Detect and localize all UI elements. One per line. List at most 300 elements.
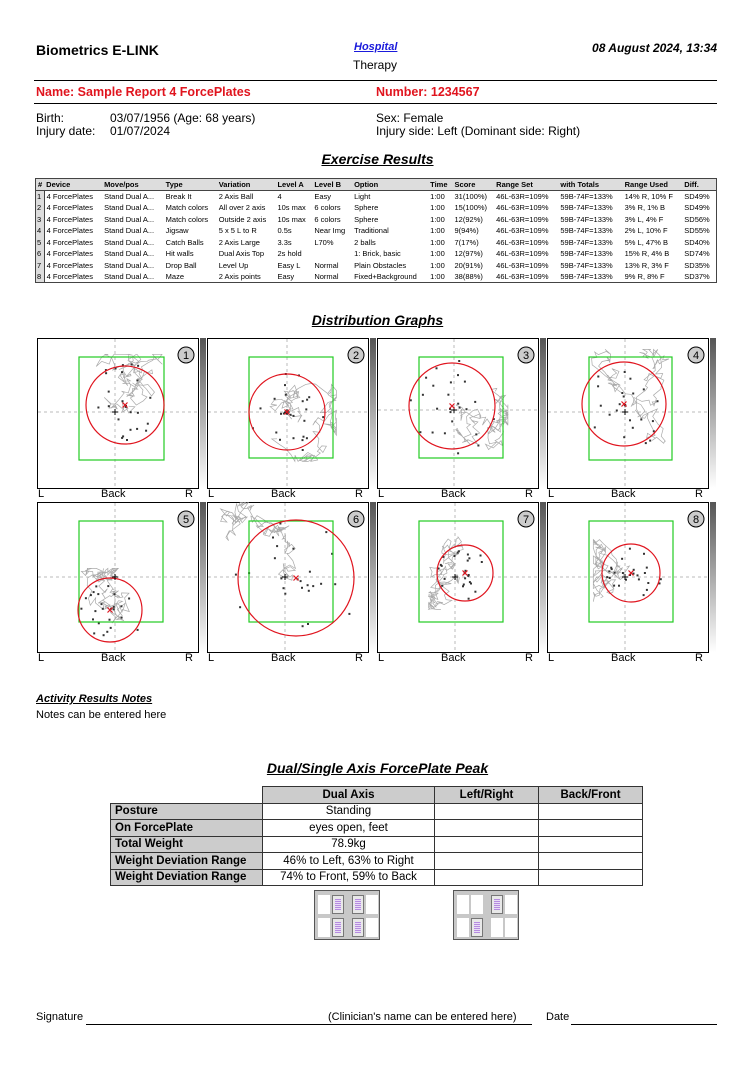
col-dual-axis: Dual Axis [263,787,435,804]
sample-point [93,632,95,634]
sample-point [137,365,139,367]
table-cell: Normal [314,272,339,281]
axis-left-label: L [378,488,385,500]
table-cell: 4 ForcePlates [46,260,93,270]
sample-point [80,608,82,610]
sample-point [441,585,443,587]
table-cell: 46L-63R=109% [496,272,549,281]
column-header: Option [352,179,428,191]
table-cell: Stand Dual A... [104,226,155,236]
sample-point [348,613,350,615]
forceplate-layout-single-icon [453,890,519,940]
table-cell: 3% R, 1% B [624,203,666,213]
table-cell: SD49% [684,203,710,213]
column-header: Level B [312,179,352,191]
intensity-scale [370,338,376,488]
table-cell: 1: Brick, basic [354,249,401,259]
distribution-graph [37,502,206,666]
axis-right-label: R [525,652,533,664]
table-cell: 4 [277,192,282,201]
table-cell: 59B-74F=133% [560,226,613,236]
date-label: Date [546,1011,570,1023]
peak-lr-value [435,820,539,837]
table-cell: Match colors [165,214,209,224]
sample-point [459,407,461,409]
sample-point [147,423,149,425]
column-header: Variation [217,179,276,191]
column-header: # [36,179,45,191]
sample-point [645,442,647,444]
table-cell: 46L-63R=109% [496,214,549,224]
table-cell: 46L-63R=109% [496,249,549,259]
intensity-scale [370,502,376,652]
table-cell: Match colors [165,203,209,213]
axis-right-label: R [185,652,193,664]
sample-point [130,411,132,413]
sample-point [280,577,282,579]
table-cell: 6 colors [314,214,341,224]
sample-point [597,376,599,378]
intensity-scale [710,338,716,488]
table-cell: 13% R, 3% F [624,260,669,270]
table-cell: 4 ForcePlates [46,192,93,201]
table-cell: Stand Dual A... [104,249,155,259]
peak-table [110,786,643,886]
sample-point [480,555,482,557]
table-cell: Sphere [354,214,379,224]
table-cell: 46L-63R=109% [496,260,549,270]
table-cell: SD40% [684,237,710,247]
table-cell: 7(17%) [454,237,479,247]
graph-frame [378,339,539,489]
table-cell: SD35% [684,260,710,270]
sample-point [646,567,648,569]
sample-point [122,435,124,437]
sample-point [90,594,92,596]
table-cell: SD37% [684,272,710,281]
sample-point [644,572,646,574]
patient-number: Number: 1234567 [376,85,480,99]
sample-point [458,360,460,362]
sample-point [120,605,122,607]
table-cell: 0.5s [277,226,292,236]
notes-text[interactable]: Notes can be entered here [36,709,167,721]
sample-point [419,431,421,433]
distribution-graph [207,338,376,502]
sample-point [467,560,469,562]
sample-point [101,603,103,605]
table-cell: 3.3s [277,237,292,247]
table-cell: Stand Dual A... [104,237,155,247]
sample-point [306,437,308,439]
table-cell: 59B-74F=133% [560,214,613,224]
sex: Sex: Female [376,111,444,125]
peak-bf-value [539,869,643,886]
sample-point [283,587,285,589]
distribution-graphs-title: Distribution Graphs [311,312,444,328]
sample-point [122,400,124,402]
sample-point [467,554,469,556]
sample-point [609,414,611,416]
sample-point [610,567,612,569]
sample-point [475,433,477,435]
table-cell: 12(92%) [454,214,483,224]
sample-point [303,436,305,438]
table-cell: 1:00 [430,226,445,236]
sample-point [481,561,483,563]
sample-point [309,571,311,573]
sample-point [322,416,324,418]
sample-point [450,411,452,413]
peak-lr-value [435,803,539,820]
sample-point [235,574,237,576]
distribution-graph [377,338,546,502]
sample-point [594,426,596,428]
column-header: Type [164,179,217,191]
graph-number: 2 [352,350,360,362]
axis-left-label: L [38,652,45,664]
sample-point [646,589,648,591]
intensity-scale [200,338,206,488]
table-cell: 8 [36,271,45,283]
peak-row [111,853,643,870]
table-cell: 4 ForcePlates [46,237,93,247]
sample-point [622,572,624,574]
table-cell: 15% R, 4% B [624,249,670,259]
table-row [36,248,717,260]
sample-point [305,408,307,410]
table-cell: 15(100%) [454,203,488,213]
sample-point [106,631,108,633]
table-cell: Easy L [277,260,301,270]
sample-point [300,580,302,582]
peak-dual-value: Standing [263,803,435,820]
sample-point [458,550,460,552]
sample-point [285,394,287,396]
sample-point [293,437,295,439]
sample-point [302,625,304,627]
table-cell: 59B-74F=133% [560,203,613,213]
table-row [36,225,717,237]
sample-point [136,379,138,381]
peak-bf-value [539,853,643,870]
table-cell: SD74% [684,249,710,259]
col-left-right: Left/Right [435,787,539,804]
axis-bottom-label: Back [611,488,636,500]
sample-point [103,634,105,636]
table-row [36,271,717,283]
sample-point [136,428,138,430]
table-cell: 9% R, 8% F [624,272,665,281]
sample-point [609,577,611,579]
sample-point [308,396,310,398]
graph-frame [38,339,199,489]
table-cell: Catch Balls [165,237,204,247]
notes-title: Activity Results Notes [36,693,153,705]
sample-point [436,367,438,369]
sample-point [638,578,640,580]
table-cell: All over 2 axis [218,203,266,213]
graph-number: 4 [692,350,700,362]
peak-bf-value [539,803,643,820]
sample-point [284,384,286,386]
table-cell: Level Up [218,260,249,270]
sample-point [657,400,659,402]
sample-point [608,570,610,572]
table-cell: 3% L, 4% F [624,214,664,224]
graph-number: 5 [182,514,190,526]
table-cell: 46L-63R=109% [496,237,549,247]
sample-point [468,598,470,600]
sample-point [302,449,304,451]
table-row [36,260,717,272]
axis-bottom-label: Back [271,488,296,500]
sample-point [137,629,139,631]
table-cell: Break It [165,192,192,201]
sample-point [334,583,336,585]
sample-point [110,627,112,629]
sample-point [121,371,123,373]
sample-point [616,410,618,412]
table-cell: 6 [36,248,45,260]
sample-point [325,531,327,533]
table-cell: Stand Dual A... [104,272,155,281]
sample-point [275,432,277,434]
sample-point [307,584,309,586]
column-header: Diff. [682,179,716,191]
signature-line[interactable] [86,1024,532,1025]
sample-point [121,617,123,619]
sample-point [308,590,310,592]
signature-label: Signature [36,1011,84,1023]
exercise-results-title: Exercise Results [321,151,434,167]
sample-point [302,400,304,402]
sample-point [130,429,132,431]
axis-right-label: R [185,488,193,500]
sample-point [114,593,116,595]
axis-left-label: L [38,488,45,500]
sample-point [647,582,649,584]
forceplate-layout-dual-icon [314,890,380,940]
peak-bf-value [539,836,643,853]
axis-bottom-label: Back [441,488,466,500]
sample-point [302,439,304,441]
table-cell: Sphere [354,203,379,213]
table-cell: Maze [165,272,185,281]
sample-point [97,593,99,595]
sample-point [284,593,286,595]
table-row [36,214,717,226]
sample-point [274,557,276,559]
table-cell: 4 ForcePlates [46,272,93,281]
column-header: with Totals [558,179,622,191]
table-cell: 59B-74F=133% [560,260,613,270]
sample-point [107,585,109,587]
table-cell: Jigsaw [165,226,189,236]
table-cell: 46L-63R=109% [496,226,549,236]
graph-frame [548,339,709,489]
axis-right-label: R [695,652,703,664]
table-cell: 1:00 [430,237,445,247]
sample-point [436,408,438,410]
table-cell: Near Img [314,226,346,236]
sample-point [85,597,87,599]
table-cell: 1 [36,191,45,203]
axis-right-label: R [695,488,703,500]
table-cell: 4 [36,225,45,237]
sample-point [145,430,147,432]
column-header: Time [428,179,452,191]
sample-point [108,391,110,393]
column-header: Range Set [494,179,558,191]
table-cell: 2 Axis Large [218,237,260,247]
sample-point [312,585,314,587]
birth-label: Birth: [36,111,65,125]
exercise-results-table [35,178,717,283]
table-cell: 1:00 [430,272,445,281]
table-cell: 10s max [277,203,306,213]
sample-point [303,420,305,422]
birth-value: 03/07/1956 (Age: 68 years) [110,111,256,125]
table-cell: 5% L, 47% B [624,237,668,247]
table-cell: 4 ForcePlates [46,203,93,213]
clinician-name: (Clinician's name can be entered here) [328,1011,517,1023]
table-cell: 31(100%) [454,192,488,201]
date-line[interactable] [571,1024,717,1025]
sample-point [624,371,626,373]
table-cell: L70% [314,237,334,247]
graph-number: 1 [182,350,190,362]
table-cell: SD49% [684,192,710,201]
sample-point [272,537,274,539]
table-cell: 7 [36,260,45,272]
sample-point [432,385,434,387]
table-cell: 5 [36,237,45,249]
sample-point [293,415,295,417]
sample-point [410,399,412,401]
column-header: Range Used [623,179,683,191]
injury-value: 01/07/2024 [110,124,171,138]
axis-left-label: L [378,652,385,664]
table-cell: 2 Axis Ball [218,192,254,201]
peak-dual-value: 74% to Front, 59% to Back [263,869,435,886]
table-cell: Easy [277,272,295,281]
sample-point [629,548,631,550]
distribution-graph [547,338,716,502]
table-cell: 4 ForcePlates [46,226,93,236]
table-cell: 5 x 5 L to R [218,226,257,236]
axis-left-label: L [208,652,215,664]
table-cell: 10s max [277,214,306,224]
table-cell: 2s hold [277,249,302,259]
graph-number: 7 [522,514,530,526]
sample-point [637,574,639,576]
sample-point [102,608,104,610]
peak-label: On ForcePlate [111,820,263,837]
sample-point [632,427,634,429]
sample-point [457,374,459,376]
sample-point [239,606,241,608]
sample-point [444,432,446,434]
sample-point [95,585,97,587]
table-cell: 38(88%) [454,272,483,281]
sample-point [474,591,476,593]
peak-row [111,803,643,820]
sample-point [623,436,625,438]
table-cell: SD55% [684,226,710,236]
sample-point [464,381,466,383]
sample-point [307,623,309,625]
sample-point [457,452,459,454]
table-cell: 46L-63R=109% [496,203,549,213]
axis-bottom-label: Back [101,652,126,664]
table-cell: 59B-74F=133% [560,192,613,201]
sample-point [113,606,115,608]
sample-point [466,408,468,410]
column-header: Move/pos [102,179,164,191]
sample-point [280,413,282,415]
sample-point [276,545,278,547]
sample-point [126,439,128,441]
table-cell: Plain Obstacles [354,260,407,270]
axis-right-label: R [525,488,533,500]
table-cell: Dual Axis Top [218,249,265,259]
divider [34,103,717,104]
sample-point [623,396,625,398]
sample-point [462,585,464,587]
hospital-link[interactable]: Hospital [354,41,398,53]
sample-point [260,407,262,409]
table-cell: 1:00 [430,214,445,224]
table-row [36,202,717,214]
sample-point [93,591,95,593]
sample-point [128,598,130,600]
sample-point [274,398,276,400]
table-cell: 59B-74F=133% [560,237,613,247]
sample-point [131,364,133,366]
sample-point [108,405,110,407]
table-cell: 4 ForcePlates [46,214,93,224]
peak-dual-value: 46% to Left, 63% to Right [263,853,435,870]
table-cell: 9(94%) [454,226,479,236]
divider [34,80,717,81]
injury-side: Injury side: Left (Dominant side: Right) [376,124,581,138]
table-cell: Fixed+Background [354,272,417,281]
table-cell [312,248,352,260]
report-datetime: 08 August 2024, 13:34 [592,41,717,55]
sample-point [450,381,452,383]
sample-point [474,401,476,403]
sample-point [618,585,620,587]
sample-point [649,440,651,442]
sample-point [643,594,645,596]
column-header: Level A [275,179,312,191]
table-cell: Stand Dual A... [104,260,155,270]
table-cell: Light [354,192,371,201]
table-row [36,237,717,249]
sample-point [464,577,466,579]
sample-point [652,420,654,422]
table-cell: Drop Ball [165,260,197,270]
intensity-scale [710,502,716,652]
table-cell: 20(91%) [454,260,483,270]
sample-point [454,555,456,557]
sample-point [118,418,120,420]
table-cell: 1:00 [430,203,445,213]
intensity-scale [200,502,206,652]
patient-name: Name: Sample Report 4 ForcePlates [36,85,251,99]
axis-bottom-label: Back [101,488,126,500]
